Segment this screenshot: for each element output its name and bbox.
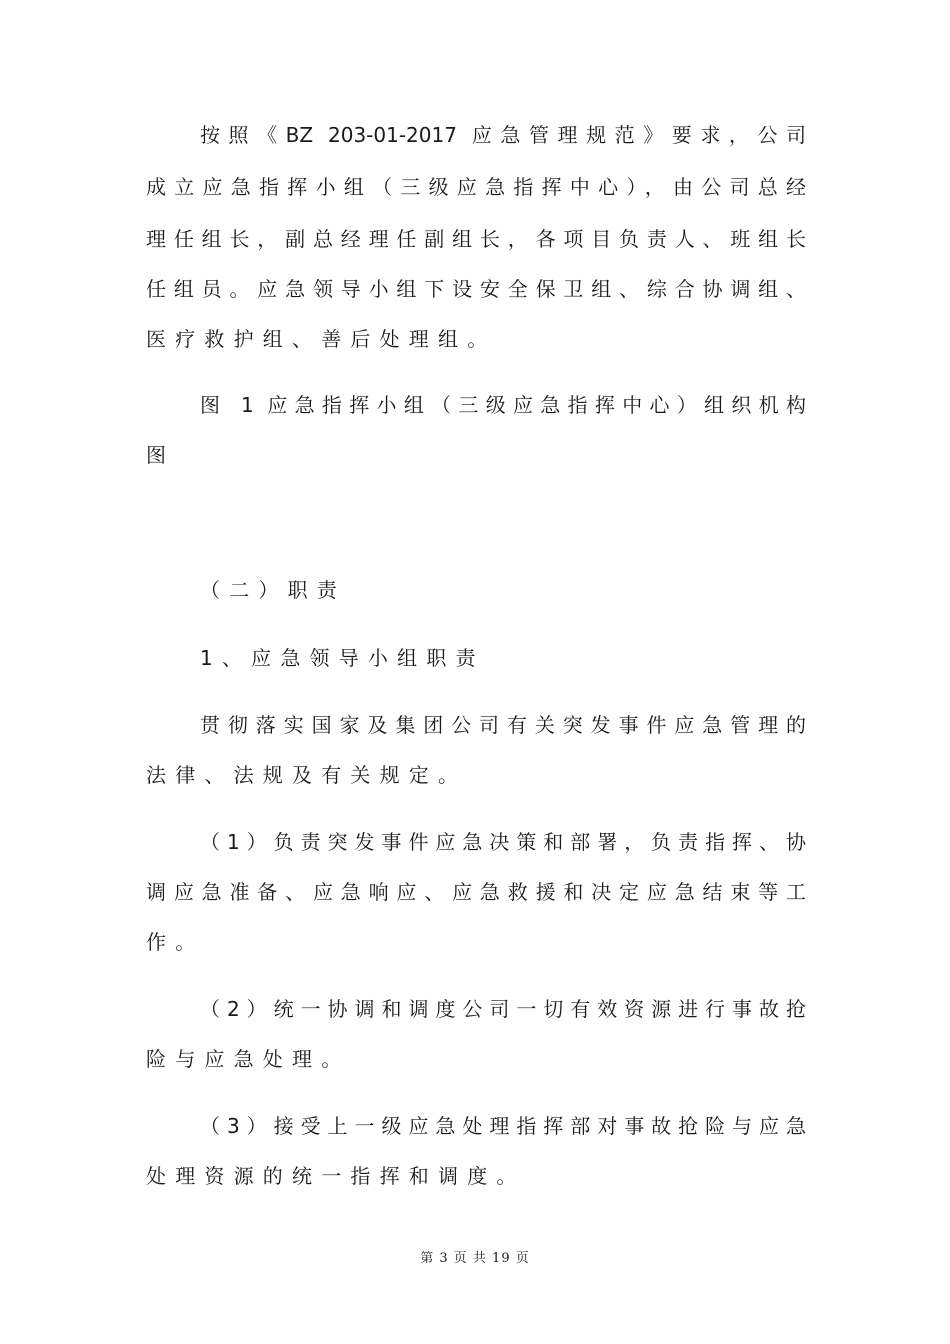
figure-caption-line-2: 图 xyxy=(146,443,176,467)
item-1-line-3: 作。 xyxy=(146,930,205,954)
paragraph-1-line-1: 按照《BZ 203-01-2017 应急管理规范》要求，公司 xyxy=(200,123,806,147)
item-3-line-1: （3）接受上一级应急处理指挥部对事故抢险与应急 xyxy=(200,1114,806,1138)
figure-caption-line-1: 图 1 应急指挥小组（三级应急指挥中心）组织机构 xyxy=(200,393,806,417)
item-1-line-1: （1）负责突发事件应急决策和部署，负责指挥、协 xyxy=(200,830,806,854)
paragraph-2-line-2: 法律、法规及有关规定。 xyxy=(146,763,468,787)
item-1-line-2: 调应急准备、应急响应、应急救援和决定应急结束等工 xyxy=(146,880,806,904)
section-heading: （二）职责 xyxy=(200,578,346,602)
paragraph-1-line-2: 成立应急指挥小组（三级应急指挥中心），由公司总经 xyxy=(146,175,806,199)
page-footer: 第 3 页 共 19 页 xyxy=(420,1251,530,1266)
item-2-line-1: （2）统一协调和调度公司一切有效资源进行事故抢 xyxy=(200,997,806,1021)
paragraph-1-line-4: 任组员。应急领导小组下设安全保卫组、综合协调组、 xyxy=(146,277,806,301)
item-2-line-2: 险与应急处理。 xyxy=(146,1047,351,1071)
subsection-heading: 1、应急领导小组职责 xyxy=(200,646,485,670)
paragraph-1-line-5: 医疗救护组、善后处理组。 xyxy=(146,327,497,351)
paragraph-1-line-3: 理任组长，副总经理任副组长，各项目负责人、班组长 xyxy=(146,227,806,251)
item-3-line-2: 处理资源的统一指挥和调度。 xyxy=(146,1164,526,1188)
paragraph-2-line-1: 贯彻落实国家及集团公司有关突发事件应急管理的 xyxy=(200,713,806,737)
